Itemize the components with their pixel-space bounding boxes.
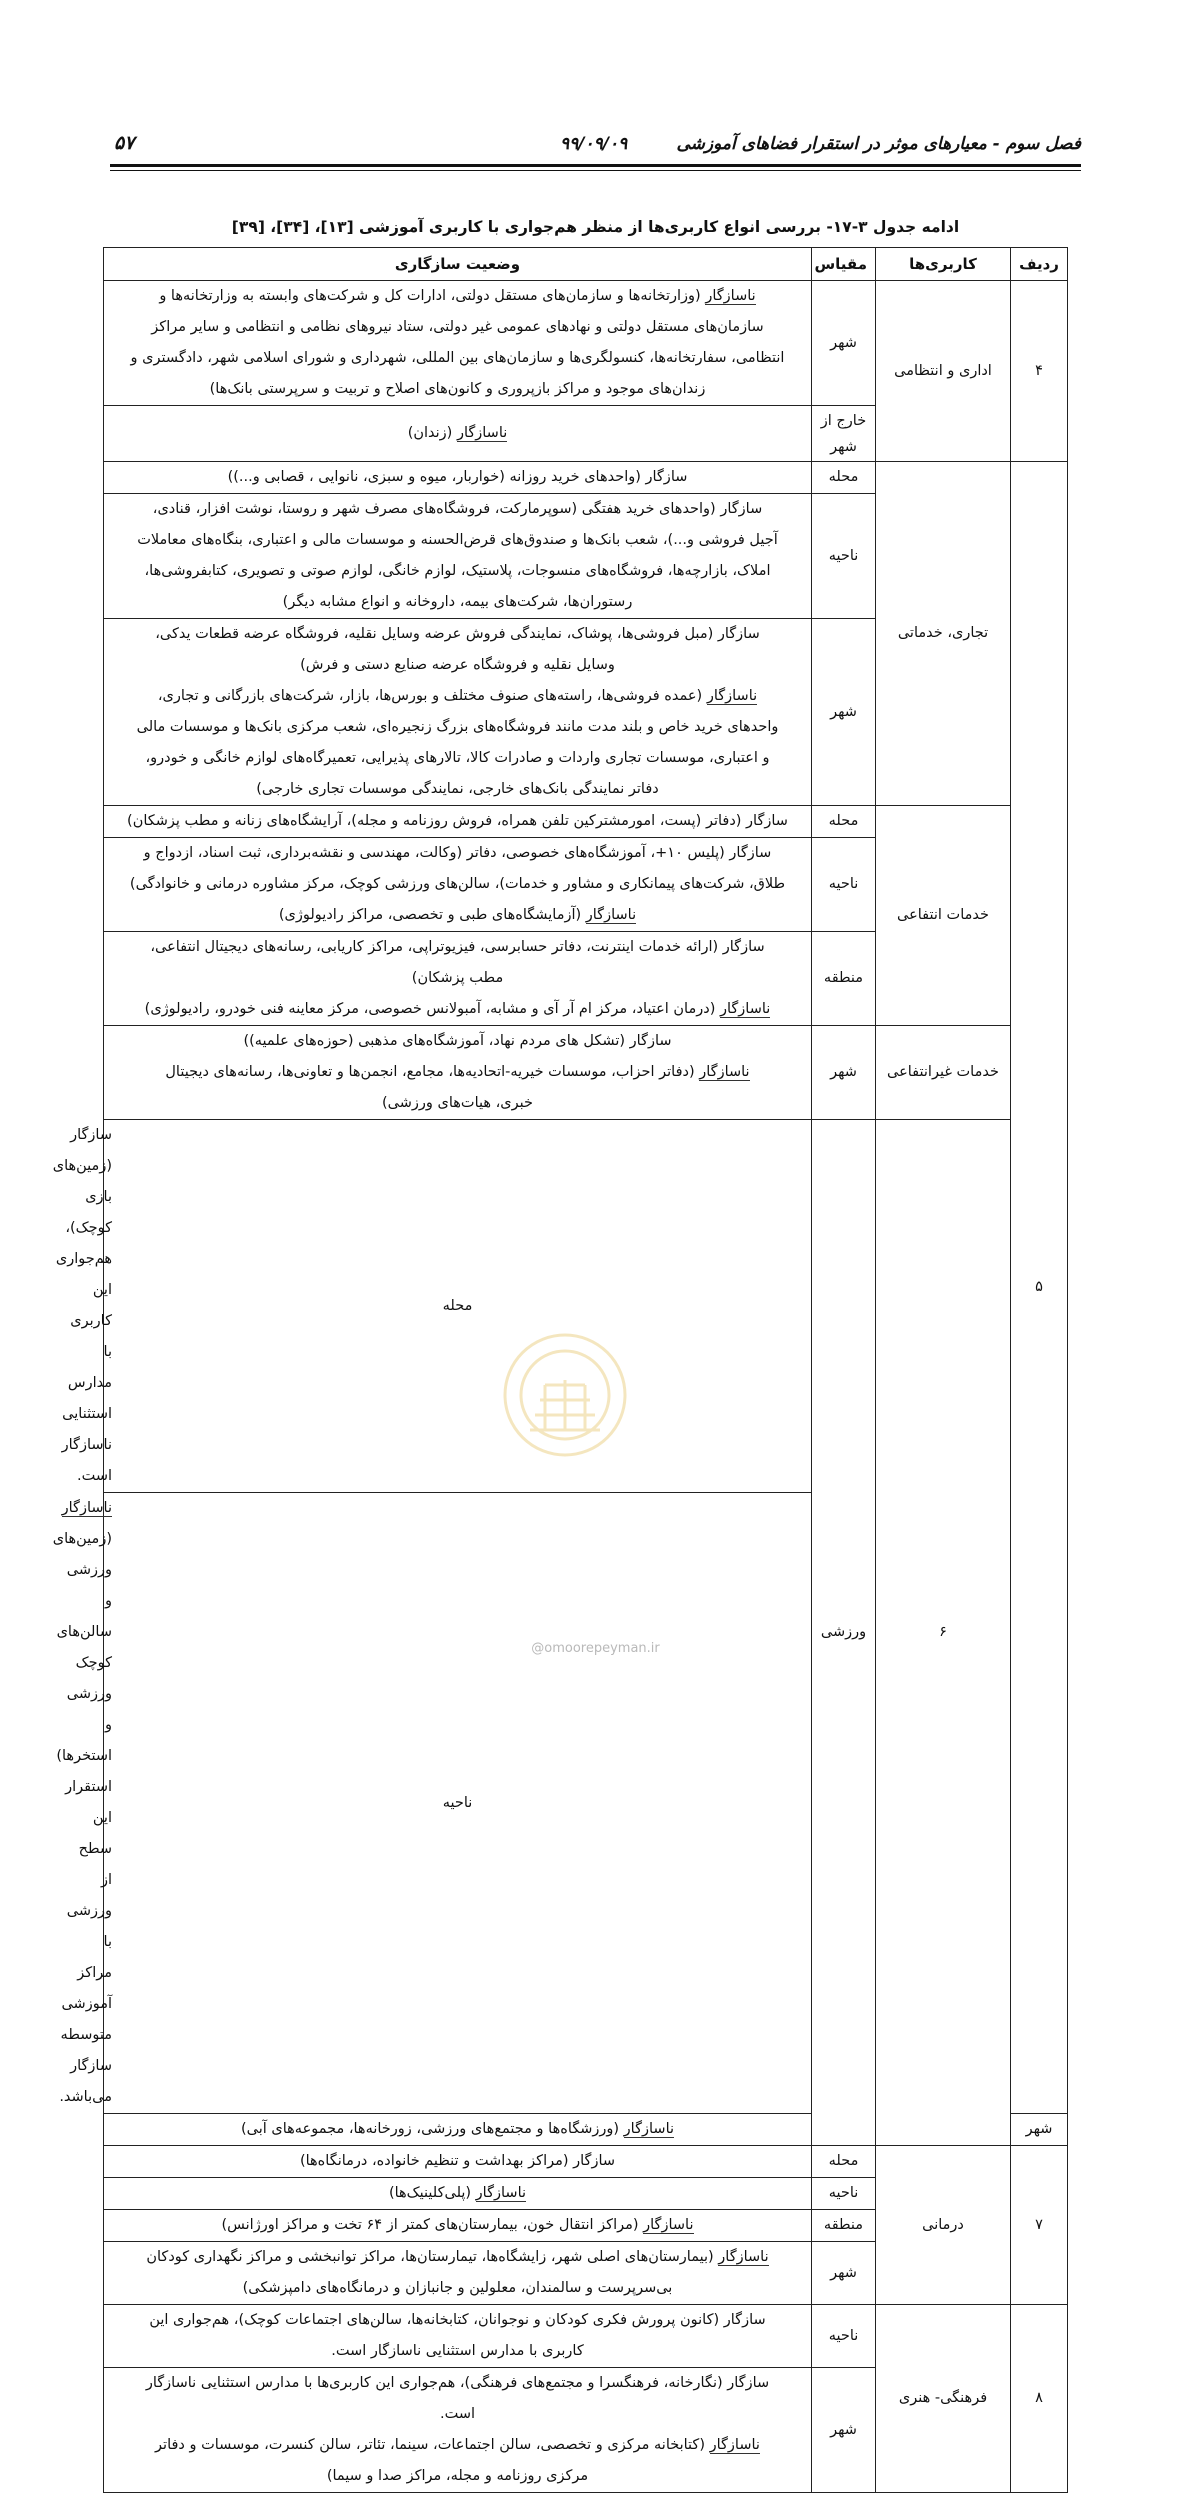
incompatible-label: ناسازگار	[718, 2249, 769, 2265]
incompatible-label: ناسازگار	[61, 1500, 112, 1516]
scale-cell: ناحیه	[812, 494, 876, 619]
status-line: سازگار (واحدهای خرید هفتگی (سوپرمارکت، فروشگاه‌های مصرف شهر و روستا، نوشت افزار، قنادی،	[152, 501, 763, 517]
status-line: سازگار (کانون پرورش فکری کودکان و نوجوانان، کتابخانه‌ها، سالن‌های اجتماعات کوچک)، هم‌جواری این	[149, 2312, 766, 2328]
status-cell	[104, 462, 812, 494]
status-line: سازگار (مراکز بهداشت و تنظیم خانواده، درمانگاه‌ها)	[299, 2153, 616, 2169]
page-header	[110, 128, 1081, 172]
scale-cell: محله	[812, 462, 876, 494]
header-scale: مقیاس	[812, 248, 876, 281]
status-line: مرکزی روزنامه و مجله، مراکز صدا و سیما)	[326, 2468, 589, 2484]
landuse-cell: تجاری، خدماتی	[876, 462, 1011, 806]
status-cell	[104, 2368, 812, 2493]
row-number-cell: ۶	[876, 1120, 1011, 2146]
status-line: بی‌سرپرست و سالمندان، معلولین و جانبازان و درمانگاه‌های دامپزشکی)	[242, 2280, 673, 2296]
status-cell	[104, 838, 812, 932]
incompatible-label: ناسازگار	[623, 2121, 675, 2137]
status-line: سازگار (مبل فروشی‌ها، پوشاک، نمایندگی فروش عرضه وسایل نقلیه، فروشگاه عرضه قطعات یدکی،	[155, 626, 760, 642]
scale-cell: ناحیه	[104, 1493, 812, 2114]
header-landuse: کاربری‌ها	[876, 248, 1011, 281]
status-line: رستوران‌ها، شرکت‌های بیمه، داروخانه و انواع مشابه دیگر)	[282, 594, 633, 610]
table-row	[104, 2305, 1068, 2368]
status-line: ناسازگار (دفاتر احزاب، موسسات خیریه-اتحادیه‌ها، مجامع، انجمن‌ها و تعاونی‌ها، رسانه‌های دیجیتال	[165, 1064, 750, 1080]
incompatible-label: ناسازگار	[709, 2437, 760, 2453]
status-cell	[104, 2178, 812, 2210]
status-line: وسایل نقلیه و فروشگاه عرضه صنایع دستی و فرش)	[300, 657, 615, 673]
status-line: آجیل فروشی و...)، شعب بانک‌ها و صندوق‌های قرض‌الحسنه و موسسات مالی و اعتباری، بنگاه‌های معاملات	[137, 532, 778, 548]
scale-cell: ناحیه	[812, 2178, 876, 2210]
status-line: ناسازگار (آزمایشگاه‌های طبی و تخصصی، مراکز رادیولوژی)	[278, 907, 637, 923]
status-line: طلاق، شرکت‌های پیمانکاری و مشاور و خدمات)، سالن‌های ورزشی کوچک، مرکز مشاوره درمانی و خانوادگی)	[129, 876, 786, 892]
table-row	[104, 2146, 1068, 2178]
table-row: ۶ ورزشی محله سازگار (زمین‌های بازی کوچک)، هم‌جواری این کاربری با مدارس استثنایی ناسازگار است.	[104, 1120, 1068, 1493]
status-line: سازگار (پلیس ۱۰+، آموزشگاه‌های خصوصی، دفاتر (وکالت، مهندسی و نقشه‌برداری، ثبت اسناد، ازدواج و	[143, 845, 772, 861]
status-line: سازگار (نگارخانه، فرهنگسرا و مجتمع‌های فرهنگی)، هم‌جواری این کاربری‌ها با مدارس استثنایی ناسازگار	[145, 2375, 770, 2391]
status-line: ناسازگار (وزارتخانه‌ها و سازمان‌های مستقل دولتی، ادارات کل و شرکت‌های وابسته به وزارتخانه‌ها و	[159, 288, 756, 304]
row-number-cell: ۵	[1011, 462, 1068, 2114]
incompatible-label: ناسازگار	[705, 288, 756, 304]
status-line: و اعتباری، موسسات تجاری واردات و صادرات کالا، تالارهای پذیرایی، تعمیرگاه‌های لوازم خانگی و خودرو،	[145, 750, 770, 766]
row-number-cell: ۸	[1011, 2305, 1068, 2493]
scale-cell: محله	[812, 2146, 876, 2178]
status-line: ناسازگار (درمان اعتیاد، مرکز ام آر آی و مشابه، آمبولانس خصوصی، مرکز معاینه فنی خودرو، رادیولوژی)	[144, 1001, 771, 1017]
status-cell	[104, 932, 812, 1026]
status-line: سازگار (واحدهای خرید روزانه (خواربار، میوه و سبزی، نانوایی ، قصابی و...))	[227, 469, 688, 485]
status-line: سازگار (ارائه خدمات اینترنت، دفاتر حسابرسی، فیزیوتراپی، مراکز کاریابی، رسانه‌های دیجیتال انتفاعی،	[150, 939, 765, 955]
scale-cell: شهر	[812, 2242, 876, 2305]
scale-cell: منطقه	[812, 2210, 876, 2242]
status-line: ناسازگار (زندان)	[407, 425, 508, 441]
landuse-compatibility-table	[52, 247, 1068, 2493]
status-line: سازگار (تشکل های مردم نهاد، آموزشگاه‌های مذهبی (حوزه‌های علمیه))	[243, 1033, 672, 1049]
table-row	[104, 462, 1068, 494]
status-cell	[104, 406, 812, 462]
status-line: دفاتر نمایندگی بانک‌های خارجی، نمایندگی موسسات تجاری خارجی)	[256, 781, 659, 797]
status-line: انتظامی، سفارتخانه‌ها، کنسولگری‌ها و سازمان‌های بین المللی، شهرداری و شورای اسلامی شهر، دادگستری و	[130, 350, 785, 366]
status-line: ناسازگار (عمده فروشی‌ها، راسته‌های صنوف مختلف و بورس‌ها، بازار، شرکت‌های بازرگانی و تجاری،	[157, 688, 758, 704]
landuse-cell: ورزشی	[812, 1120, 876, 2146]
landuse-cell: خدمات غیرانتفاعی	[876, 1026, 1011, 1120]
header-rule-thin	[110, 170, 1081, 171]
scale-cell: شهر	[1011, 2114, 1068, 2146]
incompatible-label: ناسازگار	[456, 425, 508, 441]
scale-cell: ناحیه	[812, 2305, 876, 2368]
scale-cell: محله	[104, 1120, 812, 1493]
row-number-cell: ۷	[1011, 2146, 1068, 2305]
incompatible-label: ناسازگار	[475, 2185, 527, 2201]
status-line: ناسازگار (ورزشگاه‌ها و مجتمع‌های ورزشی، زورخانه‌ها، مجموعه‌های آبی)	[240, 2121, 675, 2137]
scale-cell: شهر	[812, 2368, 876, 2493]
header-status: وضعیت سازگاری	[104, 248, 812, 281]
page-number: ۵۷	[114, 132, 135, 154]
landuse-cell: خدمات انتفاعی	[876, 806, 1011, 1026]
status-line: املاک، بازارچه‌ها، فروشگاه‌های منسوجات، پلاستیک، لوازم خانگی، لوازم صوتی و تصویری، کتابفروشی‌ها،	[144, 563, 771, 579]
scale-cell: شهر	[812, 281, 876, 406]
status-line: سازمان‌های مستقل دولتی و نهادهای عمومی غیر دولتی، ستاد نیروهای نظامی و انتظامی و سایر مراکز	[151, 319, 764, 335]
status-line: سازگار (دفاتر (پست، امورمشترکین تلفن همراه، فروش روزنامه و مجله)، آرایشگاه‌های زنانه و مطب پزشکان)	[127, 813, 788, 829]
landuse-cell: درمانی	[876, 2146, 1011, 2305]
chapter-title: فصل سوم - معیارهای موثر در استقرار فضاهای آموزشی	[676, 134, 1081, 154]
table-row: ناحیه ناسازگار (زمین‌های ورزشی و سالن‌های کوچک ورزشی و استخرها) استقرار این سطح از ورزشی با مراکز آموزشی متوسطه سازگار می‌باشد.	[104, 1493, 1068, 2114]
status-line: مطب پزشکان)	[411, 970, 504, 986]
footer-watermark: @omoorepeyman.ir	[531, 1641, 660, 1656]
status-line: زندان‌های موجود و مراکز بازپروری و کانون‌های اصلاح و تربیت و سرپرستی بانک‌ها)	[209, 381, 706, 397]
status-cell	[104, 2242, 812, 2305]
status-cell	[104, 806, 812, 838]
status-line: خبری، هیات‌های ورزشی)	[382, 1095, 533, 1111]
status-cell	[104, 619, 812, 806]
scale-cell: شهر	[812, 1026, 876, 1120]
status-cell	[104, 494, 812, 619]
table-row	[104, 1026, 1068, 1120]
scale-cell: خارج از شهر	[812, 406, 876, 462]
incompatible-label: ناسازگار	[706, 688, 758, 704]
status-cell	[104, 2210, 812, 2242]
status-cell	[104, 2114, 812, 2146]
incompatible-label: ناسازگار	[585, 907, 637, 923]
table-row	[104, 281, 1068, 406]
scale-cell: شهر	[812, 619, 876, 806]
scale-cell: ناحیه	[812, 838, 876, 932]
status-cell	[104, 2305, 812, 2368]
scale-cell: منطقه	[812, 932, 876, 1026]
status-line: ناسازگار (بیمارستان‌های اصلی شهر، زایشگاه‌ها، تیمارستان‌ها، مراکز توانبخشی و مراکز نگهداری کودکان	[146, 2249, 769, 2265]
status-line: ناسازگار (مراکز انتقال خون، بیمارستان‌های کمتر از ۶۴ تخت و مراکز اورژانس)	[221, 2217, 694, 2233]
table-row	[104, 806, 1068, 838]
table-header-row	[104, 248, 1068, 281]
incompatible-label: ناسازگار	[719, 1001, 771, 1017]
row-number-cell: ۴	[1011, 281, 1068, 462]
table-body	[52, 281, 1068, 2493]
landuse-cell: فرهنگی- هنری	[876, 2305, 1011, 2493]
scale-cell: محله	[812, 806, 876, 838]
incompatible-label: ناسازگار	[699, 1064, 750, 1080]
status-line: کاربری با مدارس استثنایی ناسازگار است.	[331, 2343, 584, 2359]
status-line: است.	[439, 2406, 476, 2422]
incompatible-label: ناسازگار	[643, 2217, 694, 2233]
status-cell	[104, 2146, 812, 2178]
status-line: ناسازگار (پلی‌کلینیک‌ها)	[388, 2185, 527, 2201]
landuse-cell: اداری و انتظامی	[876, 281, 1011, 462]
header-date: ۹۹/۰۹/۰۹	[560, 134, 628, 154]
status-line: واحدهای خرید خاص و بلند مدت مانند فروشگاه‌های بزرگ زنجیره‌ای، شعب مرکزی بانک‌ها و موسسات مالی	[136, 719, 779, 735]
status-line: ناسازگار (کتابخانه مرکزی و تخصصی، سالن اجتماعات، سینما، تئاتر، سالن کنسرت، موسسات و دفاتر	[155, 2437, 760, 2453]
header-row-number: ردیف	[1011, 248, 1068, 281]
status-cell	[104, 281, 812, 406]
table-caption: ادامه جدول ۳-۱۷- بررسی انواع کاربری‌ها از منظر هم‌جواری با کاربری آموزشی [۱۳]، [۳۴]، [۳۹]	[231, 218, 960, 236]
status-cell	[104, 1026, 812, 1120]
header-rule-thick	[110, 164, 1081, 167]
